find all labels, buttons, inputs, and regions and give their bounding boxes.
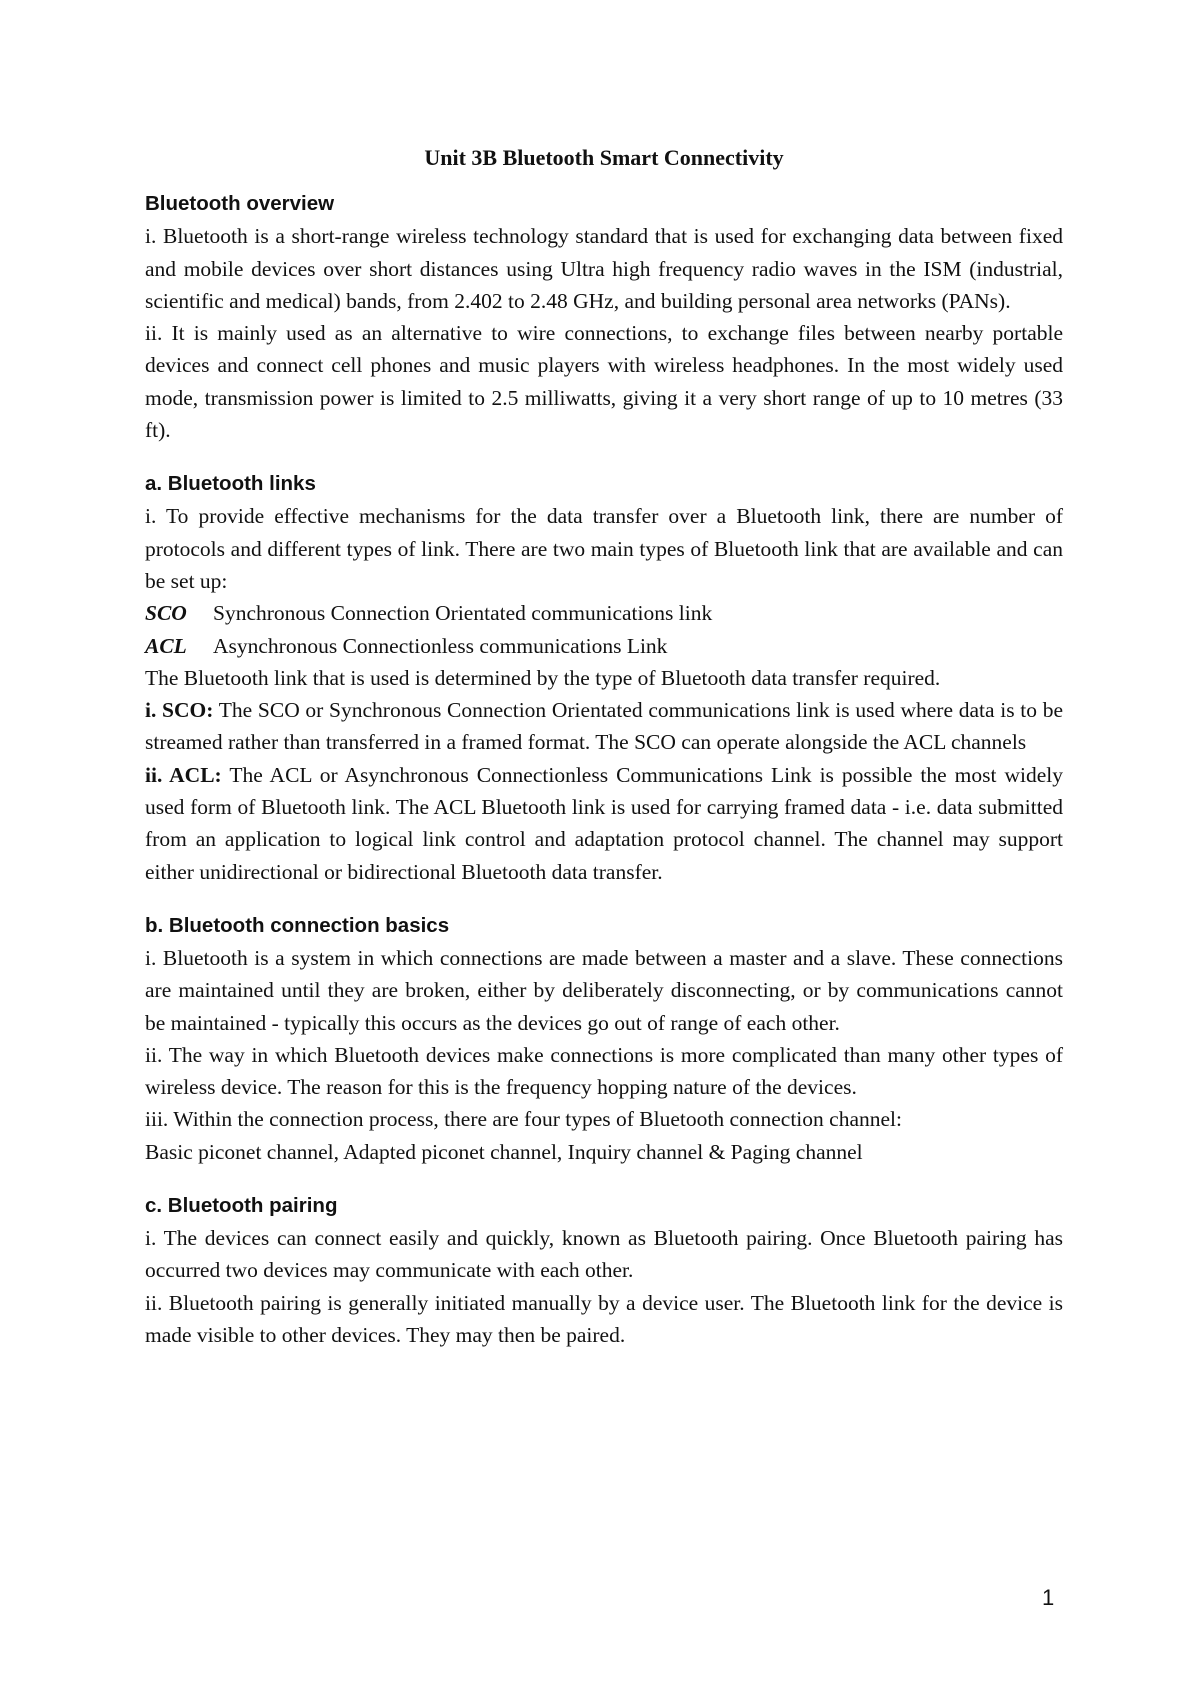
acl-description: Asynchronous Connectionless communications Link [213, 633, 668, 658]
sco-item-label: i. SCO: [145, 698, 214, 723]
acl-item-text: The ACL or Asynchronous Connectionless Communications Link is possible the most widely used form of Bluetooth link. The ACL Bluetooth link is used for carrying framed data - i.e. data submitted from an application to logical link control and adaptation protocol channel. The channel may support either unidirectional or bidirectional Bluetooth data transfer. [145, 762, 1063, 884]
paragraph: Basic piconet channel, Adapted piconet channel, Inquiry channel & Paging channel [145, 1139, 863, 1164]
paragraph: i. To provide effective mechanisms for the data transfer over a Bluetooth link, there are number of protocols and different types of link. There are two main types of Bluetooth link that are available and can be set up: [145, 504, 1063, 593]
sco-item-text: The SCO or Synchronous Connection Orientated communications link is used where data is to be streamed rather than transferred in a framed format. The SCO can operate alongside the ACL channels [145, 698, 1064, 755]
heading-bluetooth-overview: Bluetooth overview [145, 192, 335, 216]
paragraph: ii. It is mainly used as an alternative to wire connections, to exchange files between nearby portable devices and connect cell phones and music players with wireless headphones. In the most widely used mode, transmission power is limited to 2.5 milliwatts, giving it a very short range of up to 10 metres (33 ft). [145, 321, 1063, 443]
sco-label: SCO [145, 601, 187, 626]
sco-description: Synchronous Connection Orientated communications link [213, 601, 713, 626]
sco-item [145, 694, 1063, 759]
paragraph: ii. Bluetooth pairing is generally initiated manually by a device user. The Bluetooth link for the device is made visible to other devices. They may then be paired. [145, 1290, 1063, 1347]
paragraph: i. The devices can connect easily and quickly, known as Bluetooth pairing. Once Bluetooth pairing has occurred two devices may communicate with each other. [145, 1226, 1063, 1283]
paragraph: The Bluetooth link that is used is determined by the type of Bluetooth data transfer required. [145, 665, 941, 690]
heading-bluetooth-links: a. Bluetooth links [145, 472, 316, 496]
link-type-sco [145, 597, 1063, 629]
acl-item [145, 759, 1063, 888]
page-content [145, 142, 1063, 1351]
paragraph: iii. Within the connection process, there are four types of Bluetooth connection channel: [145, 1107, 902, 1132]
paragraph: ii. The way in which Bluetooth devices make connections is more complicated than many other types of wireless device. The reason for this is the frequency hopping nature of the devices. [145, 1042, 1063, 1100]
heading-bluetooth-pairing: c. Bluetooth pairing [145, 1194, 338, 1218]
acl-item-label: ii. ACL: [145, 762, 222, 787]
acl-label: ACL [145, 633, 187, 658]
paragraph: i. Bluetooth is a short-range wireless technology standard that is used for exchanging data between fixed and mobile devices over short distances using Ultra high frequency radio waves in the ISM (industrial, scientific and medical) bands, from 2.402 to 2.48 GHz, and building personal area networks (PANs). [145, 224, 1063, 313]
paragraph: i. Bluetooth is a system in which connections are made between a master and a slave. These connections are maintained until they are broken, either by deliberately disconnecting, or by communications cannot be maintained - typically this occurs as the devices go out of range of each other. [145, 945, 1063, 1035]
page-number: 1 [1042, 1585, 1055, 1610]
page-title: Unit 3B Bluetooth Smart Connectivity [424, 145, 784, 170]
heading-connection-basics: b. Bluetooth connection basics [145, 913, 450, 937]
link-type-acl [145, 630, 1063, 662]
